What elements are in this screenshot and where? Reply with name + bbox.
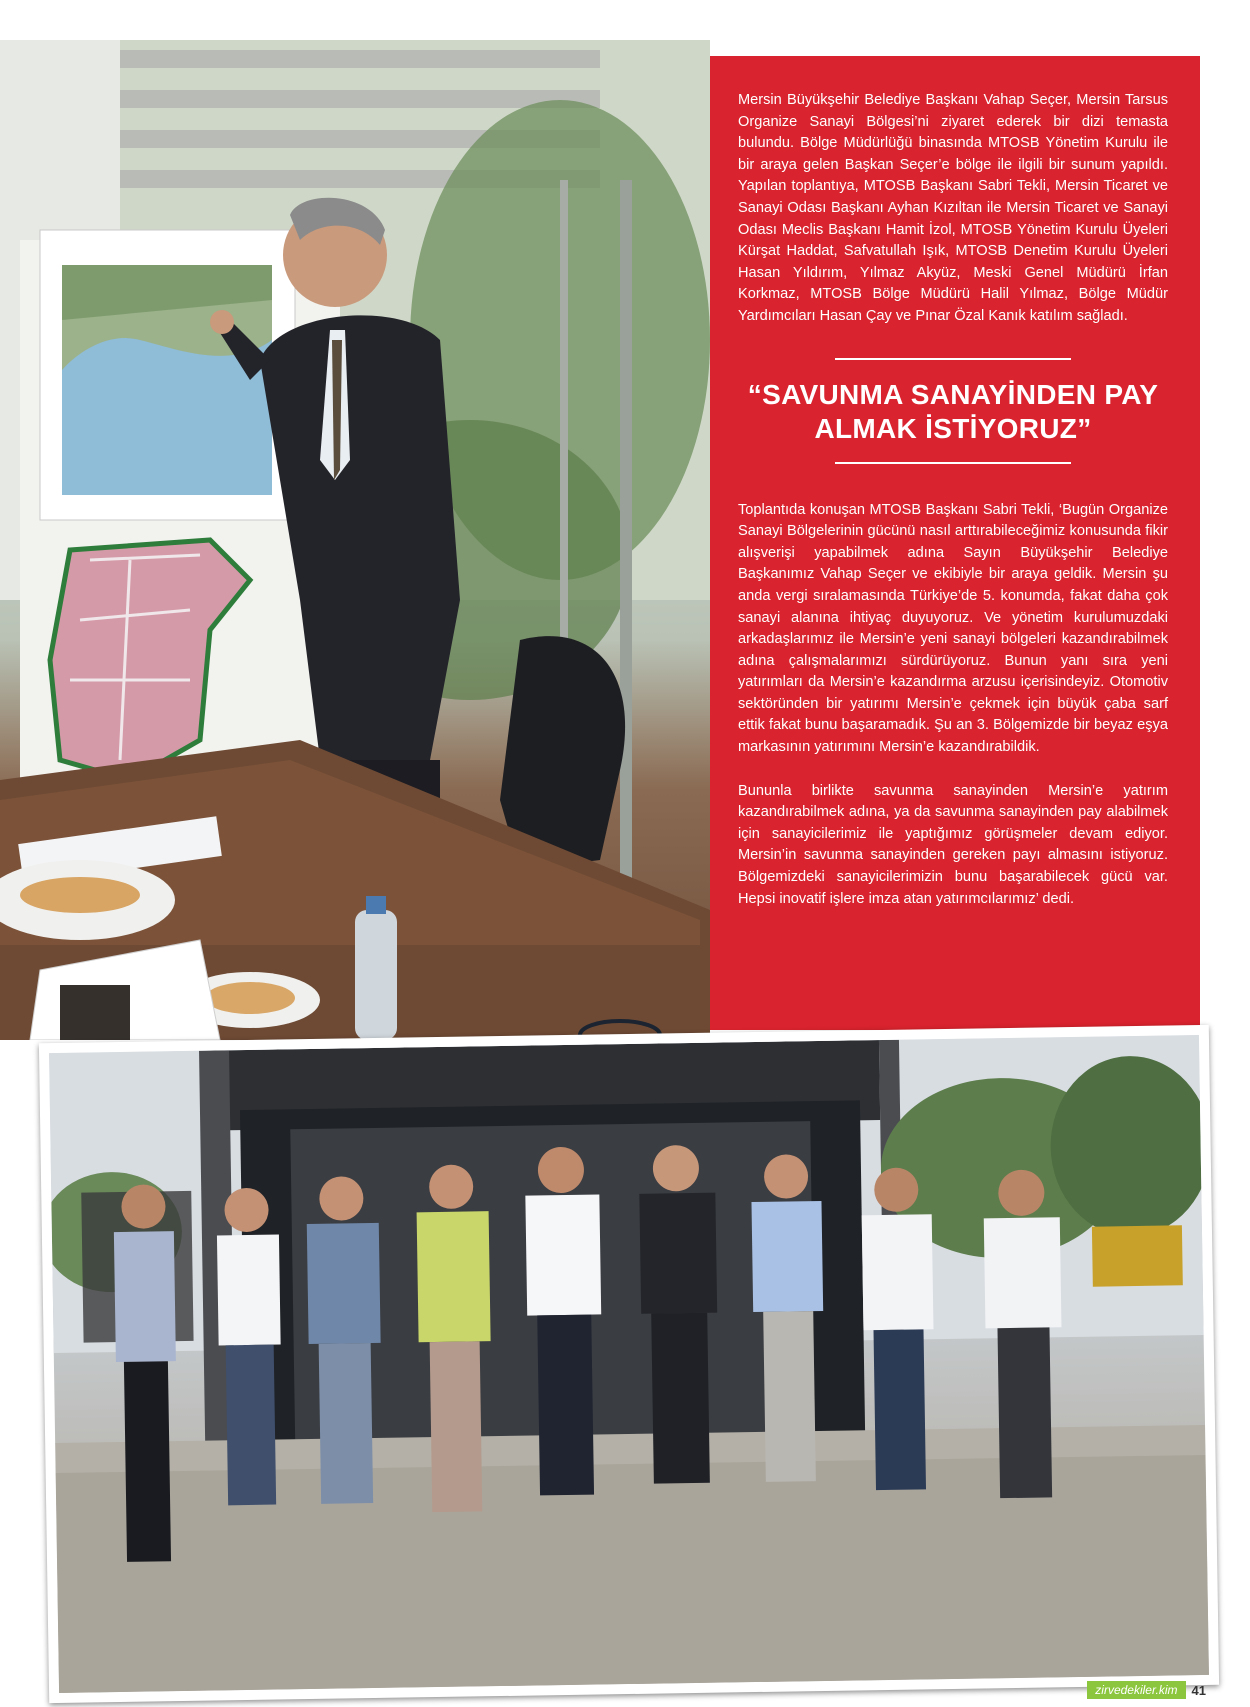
article-body-2: Bununla birlikte savunma sanayinden Mersin’e yatırım kazandırabilmek adına, ya da savunma sanayinden pay alabilmek için sanayicilerimiz ile yaptığımız görüşmeler devam ediyor. Mersin’in savunma sanayinden gereken payı almasını istiyoruz. Bölgemizdeki sanayicilerimizin bunu başarabilecek gücü var. Hepsi inovatif işlere imza atan yatırımcılarımız’ dedi. bbox=[738, 782, 1168, 907]
meeting-photo-illustration bbox=[0, 40, 710, 1040]
quote-divider-bottom bbox=[835, 462, 1071, 464]
page-footer bbox=[1087, 1680, 1206, 1700]
article-body-1: Toplantıda konuşan MTOSB Başkanı Sabri Tekli, ‘Bugün Organize Sanayi Bölgelerinin gücünü nasıl arttırabileceğimiz konusunda fikir alışverişi yapabilmek adına Sayın Büyükşehir Belediye Başkanımız Vahap Seçer ve ekibiyle bir araya geldik. Mersin şu anda vergi sıralamasında Türkiye’de 5. konumda, fakat daha çok sanayi alanına ihtiyaç duyuyoruz. Ve yönetim kurulumuzdaki arkadaşlarımız ile Mersin’e yeni sanayi bölgeleri kazandırabilmek adına çalışmalarımızı sürdürüyoruz. Bunun yanı sıra yeni yatırımları da Mersin’e kazandırma arzusu içerisindeyiz. Otomotiv sektöründen bir yatırımı Mersin’e çekmek için büyük çaba sarf ettik fakat bunu başaramadık. Şu an 3. Bölgemizde bir beyaz eşya markasının yatırımını Mersin’e kazandırabildik. bbox=[738, 501, 1168, 756]
quote-divider-top bbox=[835, 358, 1071, 360]
page-number: 41 bbox=[1191, 1682, 1206, 1698]
group-photo-illustration bbox=[49, 1035, 1209, 1693]
article-panel bbox=[710, 56, 1200, 1030]
pull-quote: “SAVUNMA SANAYİNDEN PAY ALMAK İSTİYORUZ” bbox=[747, 378, 1159, 444]
meeting-photo bbox=[0, 40, 710, 1040]
group-photo bbox=[49, 1035, 1209, 1693]
footer-site: zirvedekiler.kim bbox=[1087, 1681, 1185, 1699]
group-photo-frame bbox=[39, 1025, 1219, 1703]
article-intro: Mersin Büyükşehir Belediye Başkanı Vahap Seçer, Mersin Tarsus Organize Sanayi Bölgesi’ni ziyaret ederek bir dizi temasta bulundu. Bölge Müdürlüğü binasında MTOSB Yönetim Kurulu ile bir araya gelen Başkan Seçer’e bölge ile ilgili bir sunum yapıldı. Yapılan toplantıya, MTOSB Başkanı Sabri Tekli, Mersin Ticaret ve Sanayi Odası Başkanı Ayhan Kızıltan ile Mersin Ticaret ve Sanayi Odası Meclis Başkanı Hamit İzol, MTOSB Yönetim Kurulu Üyeleri Kürşat Haddat, Safvatullah Işık, MTOSB Denetim Kurulu Üyeleri Hasan Yıldırım, Yılmaz Akyüz, Meski Genel Müdürü İrfan Korkmaz, MTOSB Bölge Müdürü Halil Yılmaz, Bölge Müdür Yardımcıları Hasan Çay ve Pınar Özal Kanık katılım sağladı. bbox=[738, 92, 1168, 324]
